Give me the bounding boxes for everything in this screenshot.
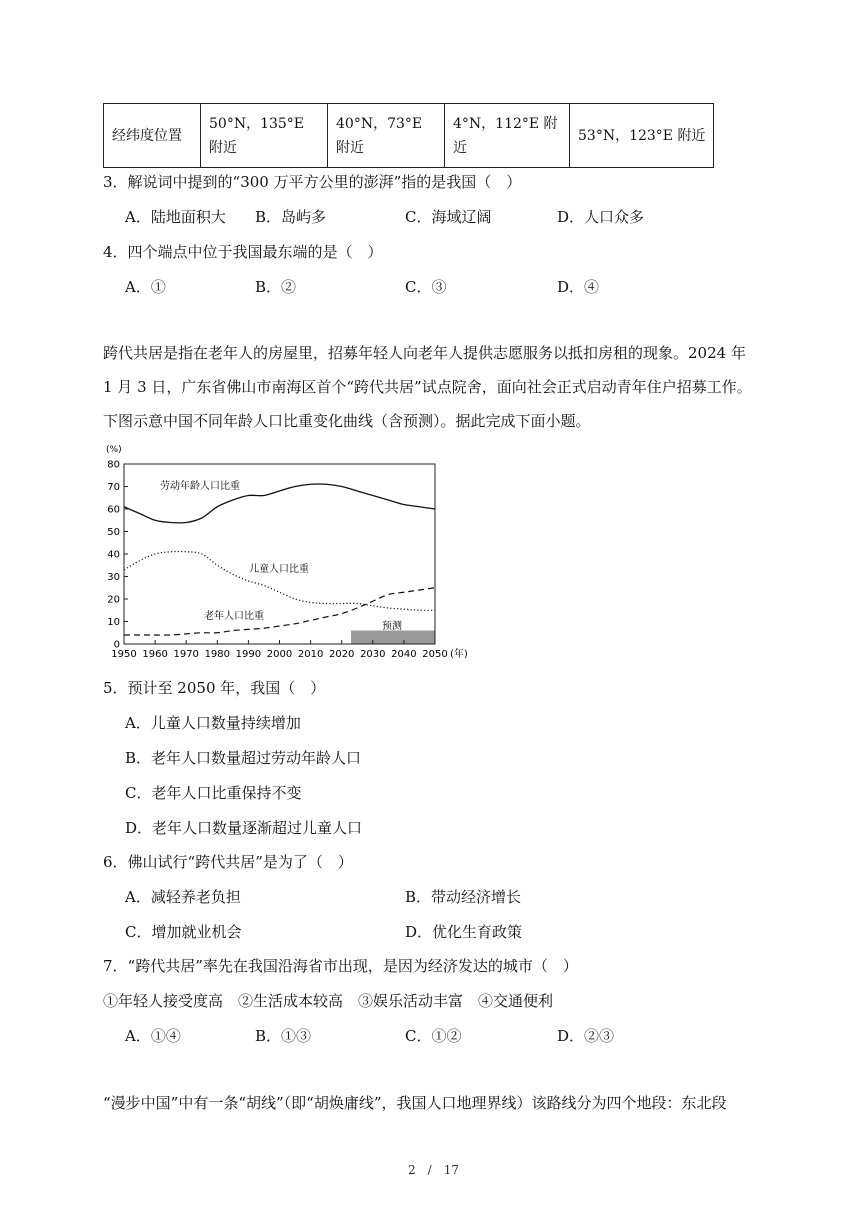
x-tick-label: 2010 [297, 649, 324, 660]
table-cell-2: 40°N，73°E 附近 [328, 104, 445, 168]
q7-option-d[interactable]: D．②③ [557, 1027, 615, 1045]
x-tick-label: 2030 [360, 649, 386, 660]
q4-option-d[interactable]: D．④ [557, 278, 600, 296]
q7-option-a[interactable]: A．①④ [125, 1027, 181, 1045]
q3-option-b[interactable]: B．岛屿多 [255, 208, 327, 226]
q6-option-a[interactable]: A．减轻养老负担 [125, 888, 241, 906]
hu-line-paragraph: “漫步中国”中有一条“胡线”（即“胡焕庸线”，我国人口地理界线）该路线分为四个地段：东北段 [103, 1094, 727, 1112]
q7-items: ①年轻人接受度高 ②生活成本较高 ③娱乐活动丰富 ④交通便利 [103, 992, 554, 1010]
y-tick-label: 40 [107, 549, 120, 561]
intro-line-1: 跨代共居是指在老年人的房屋里，招募年轻人向老年人提供志愿服务以抵扣房租的现象。2024 年 [103, 344, 746, 362]
q6-option-c[interactable]: C．增加就业机会 [125, 923, 242, 941]
forecast-band [351, 631, 435, 645]
q5-stem: 5．预计至 2050 年，我国（ ） [103, 679, 326, 697]
intro-line-3: 下图示意中国不同年龄人口比重变化曲线（含预测）。据此完成下面小题。 [103, 412, 591, 430]
q5-option-a[interactable]: A．儿童人口数量持续增加 [125, 714, 301, 732]
q3-option-a[interactable]: A．陆地面积大 [125, 208, 226, 226]
q7-option-c[interactable]: C．①② [405, 1027, 462, 1045]
table-header-cell: 经纬度位置 [104, 104, 201, 168]
table-cell-4: 53°N，123°E 附近 [570, 104, 714, 168]
x-tick-label: 2050 [422, 649, 448, 660]
intro-line-2: 1 月 3 日，广东省佛山市南海区首个“跨代共居”试点院舍，面向社会正式启动青年住户招募工作。 [103, 378, 752, 396]
y-tick-label: 20 [107, 594, 120, 606]
q3-option-c[interactable]: C．海域辽阔 [405, 208, 492, 226]
q3-option-d[interactable]: D．人口众多 [557, 208, 645, 226]
y-tick-label: 50 [107, 527, 120, 538]
x-tick-label: 1990 [235, 649, 262, 660]
q7-option-b[interactable]: B．①③ [255, 1027, 312, 1045]
y-axis-unit: (%) [106, 445, 122, 455]
q4-option-c[interactable]: C．③ [405, 278, 447, 296]
population-chart [100, 440, 490, 662]
q5-option-c[interactable]: C．老年人口比重保持不变 [125, 784, 302, 802]
forecast-label: 预测 [382, 621, 402, 632]
page-number: 2 / 17 [408, 1163, 459, 1177]
y-tick-label: 0 [113, 639, 120, 651]
x-tick-label: 2020 [328, 649, 355, 660]
q5-option-d[interactable]: D．老年人口数量逐渐超过儿童人口 [125, 819, 363, 837]
q7-stem: 7．“跨代共居”率先在我国沿海省市出现，是因为经济发达的城市（ ） [103, 957, 578, 975]
y-tick-label: 10 [107, 617, 120, 628]
y-tick-label: 60 [107, 504, 120, 516]
x-axis-unit: (年) [450, 649, 468, 660]
table-cell-3: 4°N，112°E 附近 [445, 104, 570, 168]
x-tick-label: 2000 [266, 649, 293, 660]
x-tick-label: 2040 [391, 649, 417, 660]
table-cell-1: 50°N，135°E 附近 [201, 104, 328, 168]
x-tick-label: 1960 [142, 649, 168, 660]
lat-lon-table [103, 103, 714, 168]
q4-stem: 4．四个端点中位于我国最东端的是（ ） [103, 243, 383, 261]
x-tick-label: 1950 [111, 649, 137, 660]
series-line-1 [124, 551, 435, 610]
q5-option-b[interactable]: B．老年人口数量超过劳动年龄人口 [125, 749, 362, 767]
y-tick-label: 30 [107, 572, 120, 583]
q6-option-d[interactable]: D．优化生育政策 [405, 923, 523, 941]
y-tick-label: 70 [107, 482, 120, 493]
x-tick-label: 1980 [204, 649, 231, 660]
q6-option-b[interactable]: B．带动经济增长 [405, 888, 522, 906]
series-label-elderly: 老年人口比重 [204, 611, 264, 622]
q4-option-b[interactable]: B．② [255, 278, 297, 296]
q6-stem: 6．佛山试行“跨代共居”是为了（ ） [103, 853, 353, 871]
series-label-labor: 劳动年龄人口比重 [160, 481, 240, 492]
q3-stem: 3．解说词中提到的“300 万平方公里的澎湃”指的是我国（ ） [103, 173, 522, 191]
series-label-children: 儿童人口比重 [249, 564, 309, 575]
q4-option-a[interactable]: A．① [125, 278, 166, 296]
y-tick-label: 80 [107, 459, 120, 471]
table-row [104, 104, 714, 168]
x-tick-label: 1970 [173, 649, 199, 660]
